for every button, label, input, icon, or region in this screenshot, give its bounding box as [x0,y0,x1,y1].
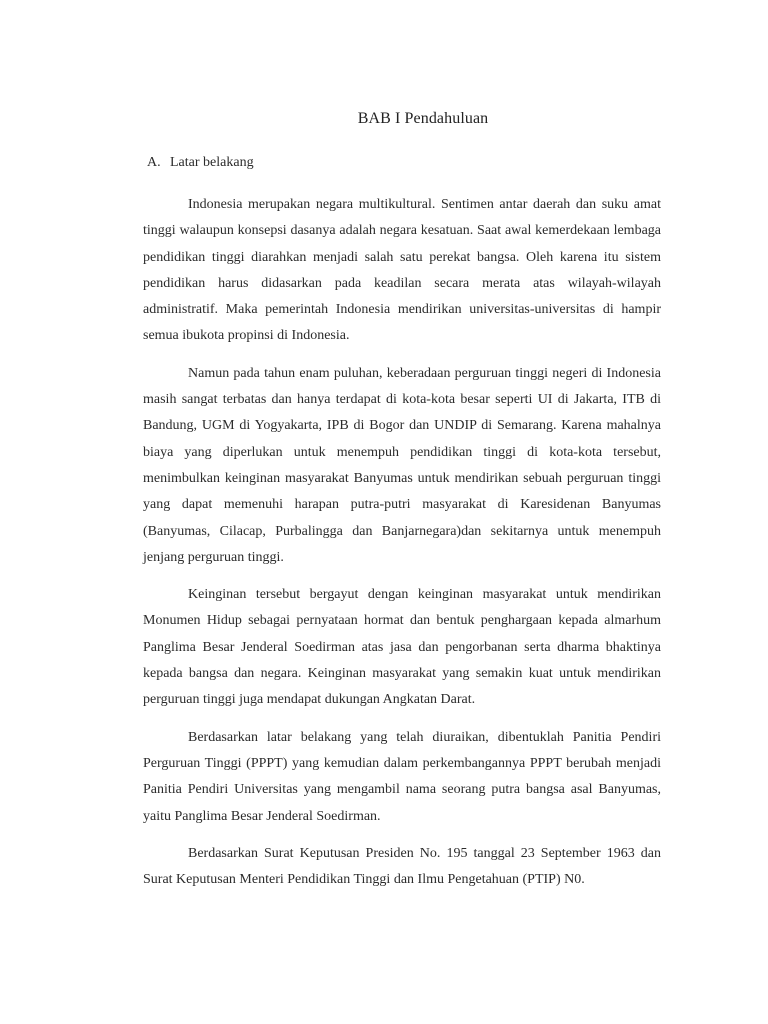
paragraph-4: Berdasarkan latar belakang yang telah diuraikan, dibentuklah Panitia Pendiri Perguruan Tinggi (PPPT) yang kemudian dalam perkembangannya PPPT berubah menjadi Panitia Pendiri Universitas yang mengambil nama seorang putra bangsa asal Banyumas, yaitu Panglima Besar Jenderal Soedirman. [143,729,661,824]
section-marker: A. [147,155,161,170]
paragraph-5: Berdasarkan Surat Keputusan Presiden No. 195 tanggal 23 September 1963 dan Surat Keputusan Menteri Pendidikan Tinggi dan Ilmu Pengetahuan (PTIP) N0. [143,845,661,888]
paragraph-2: Namun pada tahun enam puluhan, keberadaan perguruan tinggi negeri di Indonesia masih sangat terbatas dan hanya terdapat di kota-kota besar seperti UI di Jakarta, ITB di Bandung, UGM di Yogyakarta, IPB di Bogor dan UNDIP di Semarang. Karena mahalnya biaya yang diperlukan untuk menempuh pendidikan tinggi di kota-kota tersebut, menimbulkan keinginan masyarakat Banyumas untuk mendirikan sebuah perguruan tinggi yang dapat memenuhi harapan putra-putri masyarakat di Karesidenan Banyumas (Banyumas, Cilacap, Purbalingga dan Banjarnegara)dan sekitarnya untuk menempuh jenjang perguruan tinggi. [143,365,661,565]
paragraph-3: Keinginan tersebut bergayut dengan keinginan masyarakat untuk mendirikan Monumen Hidup sebagai pernyataan hormat dan bentuk penghargaan kepada almarhum Panglima Besar Jenderal Soedirman atas jasa dan pengorbanan serta dharma bhaktinya kepada bangsa dan negara. Keinginan masyarakat yang semakin kuat untuk mendirikan perguruan tinggi juga mendapat dukungan Angkatan Darat. [143,587,661,708]
body-text [143,192,661,904]
section-heading [147,155,254,171]
chapter-title: BAB I Pendahuluan [357,110,489,127]
section-label: Latar belakang [170,155,254,170]
paragraph-1: Indonesia merupakan negara multikultural. Sentimen antar daerah dan suku amat tinggi walaupun konsepsi dasanya adalah negara kesatuan. Saat awal kemerdekaan lembaga pendidikan tinggi diarahkan menjadi salah satu perekat bangsa. Oleh karena itu sistem pendidikan harus didasarkan pada keadilan secara merata atas wilayah-wilayah administratif. Maka pemerintah Indonesia mendirikan universitas-universitas di hampir semua ibukota propinsi di Indonesia. [143,197,661,344]
